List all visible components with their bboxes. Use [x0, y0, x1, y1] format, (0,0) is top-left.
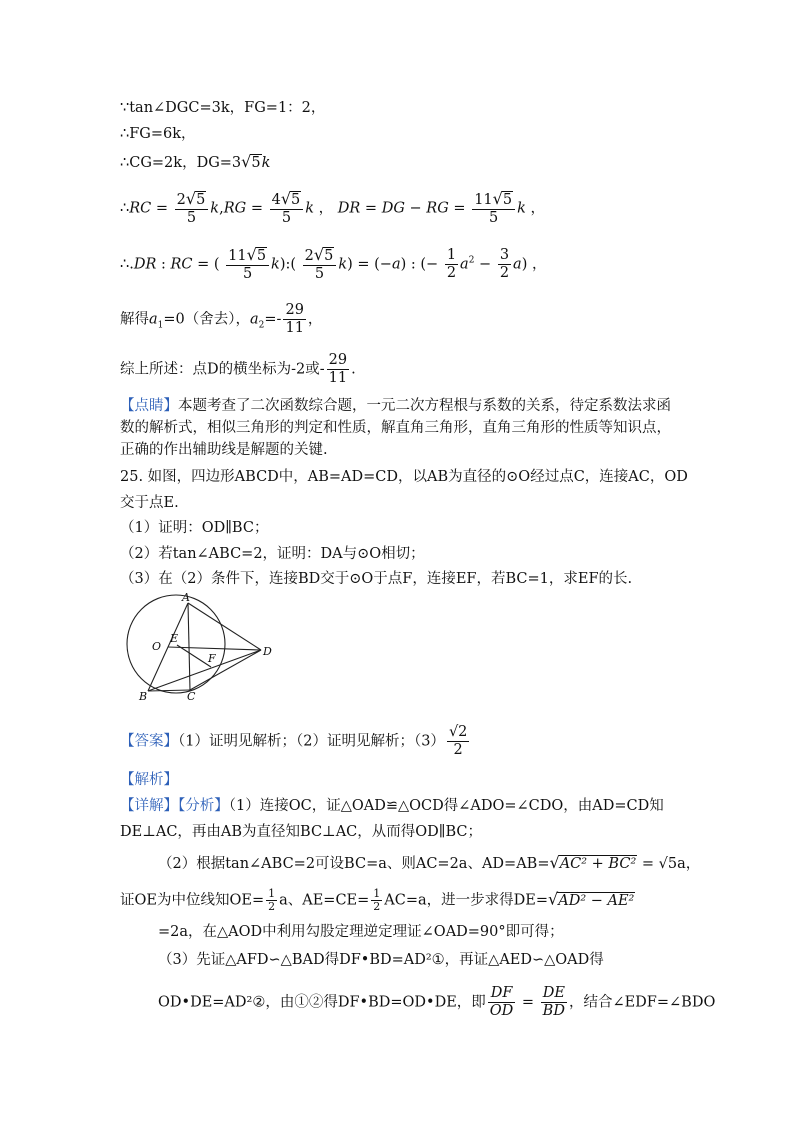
segment-bc [148, 690, 190, 691]
label-d: D [263, 645, 272, 658]
step-line-6: 解得$a_1=0$（舍去），$a_2=-$ $\frac{29}{11}$ ， [120, 302, 323, 336]
label-b: B [139, 690, 148, 702]
question-1: （1）证明：OD∥BC； [120, 520, 269, 536]
answer-label: 【答案】 [120, 733, 178, 750]
analysis-line-6: （3）先证△AFD∽△BAD得DF•BD=AD²①，再证△AED∽△OAD得 [158, 952, 604, 968]
step-line-3: ∴CG=2k，DG=3√5k [120, 152, 271, 171]
label-c: C [187, 690, 196, 702]
label-o: O [152, 640, 162, 653]
step-line-1: ∵tan∠DGC=3k，FG=1：2， [120, 100, 326, 116]
problem-line-1: 25. 如图，四边形ABCD中，AB=AD=CD，以AB为直径的⊙O经过点C，连接AC，OD [120, 469, 688, 485]
segment-cd [190, 650, 261, 690]
label-e: E [170, 632, 179, 645]
question-3: （3）在（2）条件下，连接BD交于⊙O于点F，连接EF，若BC=1，求EF的长. [120, 571, 633, 587]
label-a: A [182, 592, 190, 604]
detail-label: 【详解】【分析】 [120, 798, 229, 814]
comment-paragraph: 【点睛】本题考查了二次函数综合题，一元二次方程根与系数的关系，待定系数法求函数的解析式，相似三角形的判定和性质，解直角三角形，直角三角形的性质等知识点，正确的作出辅助线是解题的关键. [120, 398, 671, 458]
analysis-line-7: OD•DE=AD²②，由①②得DF•BD=OD•DE，即 $\frac{DF}{OD}$ = $\frac{DE}{BD}$ ，结合∠EDF=∠BDO [158, 985, 716, 1019]
step-line-7: 综上所述：点D的横坐标为-2或- $\frac{29}{11}$ . [120, 352, 356, 386]
step-line-5: ∴.DR : RC = ( $\frac{11√5}{5}$ k):( $\frac{2√5}{5}$ k) = (−a) : (− $\frac{1}{2}$ $a^2$ − $\frac{3}{2}$ a) ， [120, 245, 547, 282]
step-line-4: ∴RC = $\frac{2√5}{5}$ k,RG = $\frac{4√5}{5}$ k ， DR = DG − RG = $\frac{11√5}{5}$ k ， [120, 189, 545, 226]
analysis-line-4: 证OE为中位线知OE= $\frac{1}{2}$ a、AE=CE= $\frac{1}{2}$ AC=a，进一步求得DE=√AD² − AE² [120, 887, 635, 913]
geometry-figure [115, 592, 285, 702]
comment-label: 【点睛】 [120, 398, 178, 414]
step-line-2: ∴FG=6k， [120, 126, 196, 142]
question-2: （2）若tan∠ABC=2，证明：DA与⊙O相切； [120, 546, 425, 562]
answer-line: 【答案】（1）证明见解析；（2）证明见解析；（3） $\frac{√2}{2}$ [120, 724, 468, 758]
analysis-line-5: =2a，在△AOD中利用勾股定理逆定理证∠OAD=90°即可得； [158, 924, 564, 940]
problem-line-2: 交于点E. [120, 495, 179, 511]
analysis-line-3: （2）根据tan∠ABC=2可设BC=a、则AC=2a、AD=AB=√AC² + BC² = √5a， [158, 853, 701, 872]
analysis-line-2: DE⊥AC，再由AB为直径知BC⊥AC，从而得OD∥BC； [120, 824, 482, 840]
analysis-line-1: 【详解】【分析】（1）连接OC，证△OAD≌△OCD得∠ADO=∠CDO，由AD=CD知 [120, 798, 664, 814]
analysis-label-line: 【解析】 [120, 772, 178, 788]
label-f: F [208, 652, 216, 665]
segment-bd [148, 650, 261, 691]
